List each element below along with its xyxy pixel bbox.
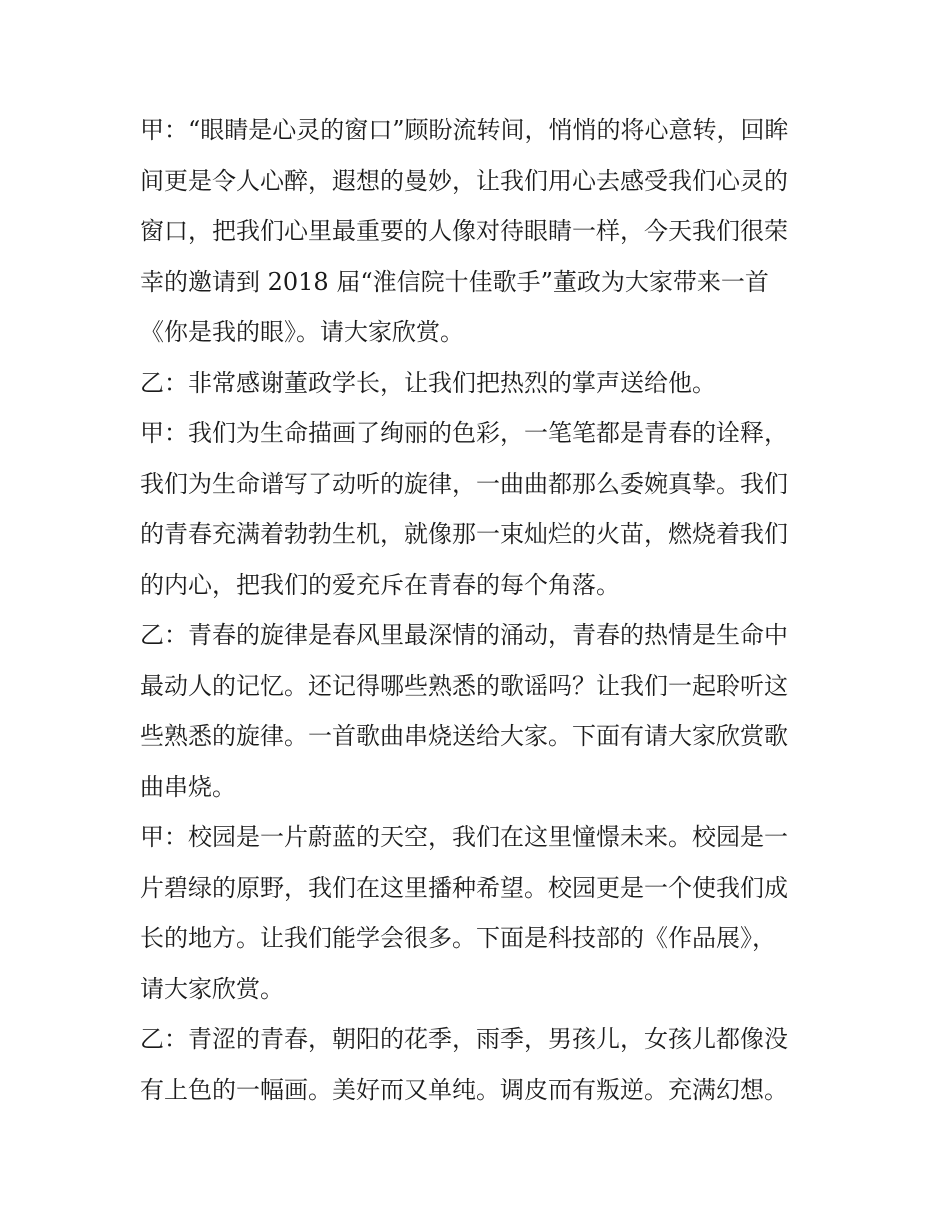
text-line: 我们为生命谱写了动听的旋律，一曲曲都那么委婉真挚。我们 (140, 469, 788, 498)
text-line: 乙：青涩的青春，朝阳的花季，雨季，男孩儿，女孩儿都像没 (140, 1025, 788, 1053)
text-line: 最动人的记忆。还记得哪些熟悉的歌谣吗？让我们一起聆听这 (140, 671, 788, 700)
text-line: 曲串烧。 (140, 772, 236, 801)
text-line: 乙：非常感谢董政学长，让我们把热烈的掌声送给他。 (140, 368, 716, 397)
text-line: 窗口，把我们心里最重要的人像对待眼睛一样，今天我们很荣 (140, 217, 788, 245)
text-line: 间更是令人心醉，遐想的曼妙，让我们用心去感受我们心灵的 (140, 166, 788, 195)
text-line: 幸的邀请到 2018 届“淮信院十佳歌手”董政为大家带来一首 (140, 267, 769, 296)
text-line: 的内心，把我们的爱充斥在青春的每个角落。 (140, 570, 620, 599)
text-line: 甲：“眼睛是心灵的窗口”顾盼流转间，悄悄的将心意转，回眸 (140, 116, 789, 144)
text-line: 甲：校园是一片蔚蓝的天空，我们在这里憧憬未来。校园是一 (140, 823, 788, 851)
text-line: 片碧绿的原野，我们在这里播种希望。校园更是一个使我们成 (140, 873, 788, 902)
text-line: 乙：青春的旋律是春风里最深情的涌动，青春的热情是生命中 (140, 621, 788, 649)
text-line: 请大家欣赏。 (140, 974, 284, 1003)
text-line: 的青春充满着勃勃生机，就像那一束灿烂的火苗，燃烧着我们 (140, 520, 788, 548)
text-line: 长的地方。让我们能学会很多。下面是科技部的《作品展》， (140, 924, 776, 952)
text-line: 《你是我的眼》。请大家欣赏。 (140, 318, 464, 346)
text-line: 有上色的一幅画。美好而又单纯。调皮而有叛逆。充满幻想。 (140, 1075, 788, 1104)
text-line: 甲：我们为生命描画了绚丽的色彩，一笔笔都是青春的诠释， (140, 419, 788, 447)
text-line: 些熟悉的旋律。一首歌曲串烧送给大家。下面有请大家欣赏歌 (140, 722, 788, 750)
document-body (140, 105, 820, 1115)
